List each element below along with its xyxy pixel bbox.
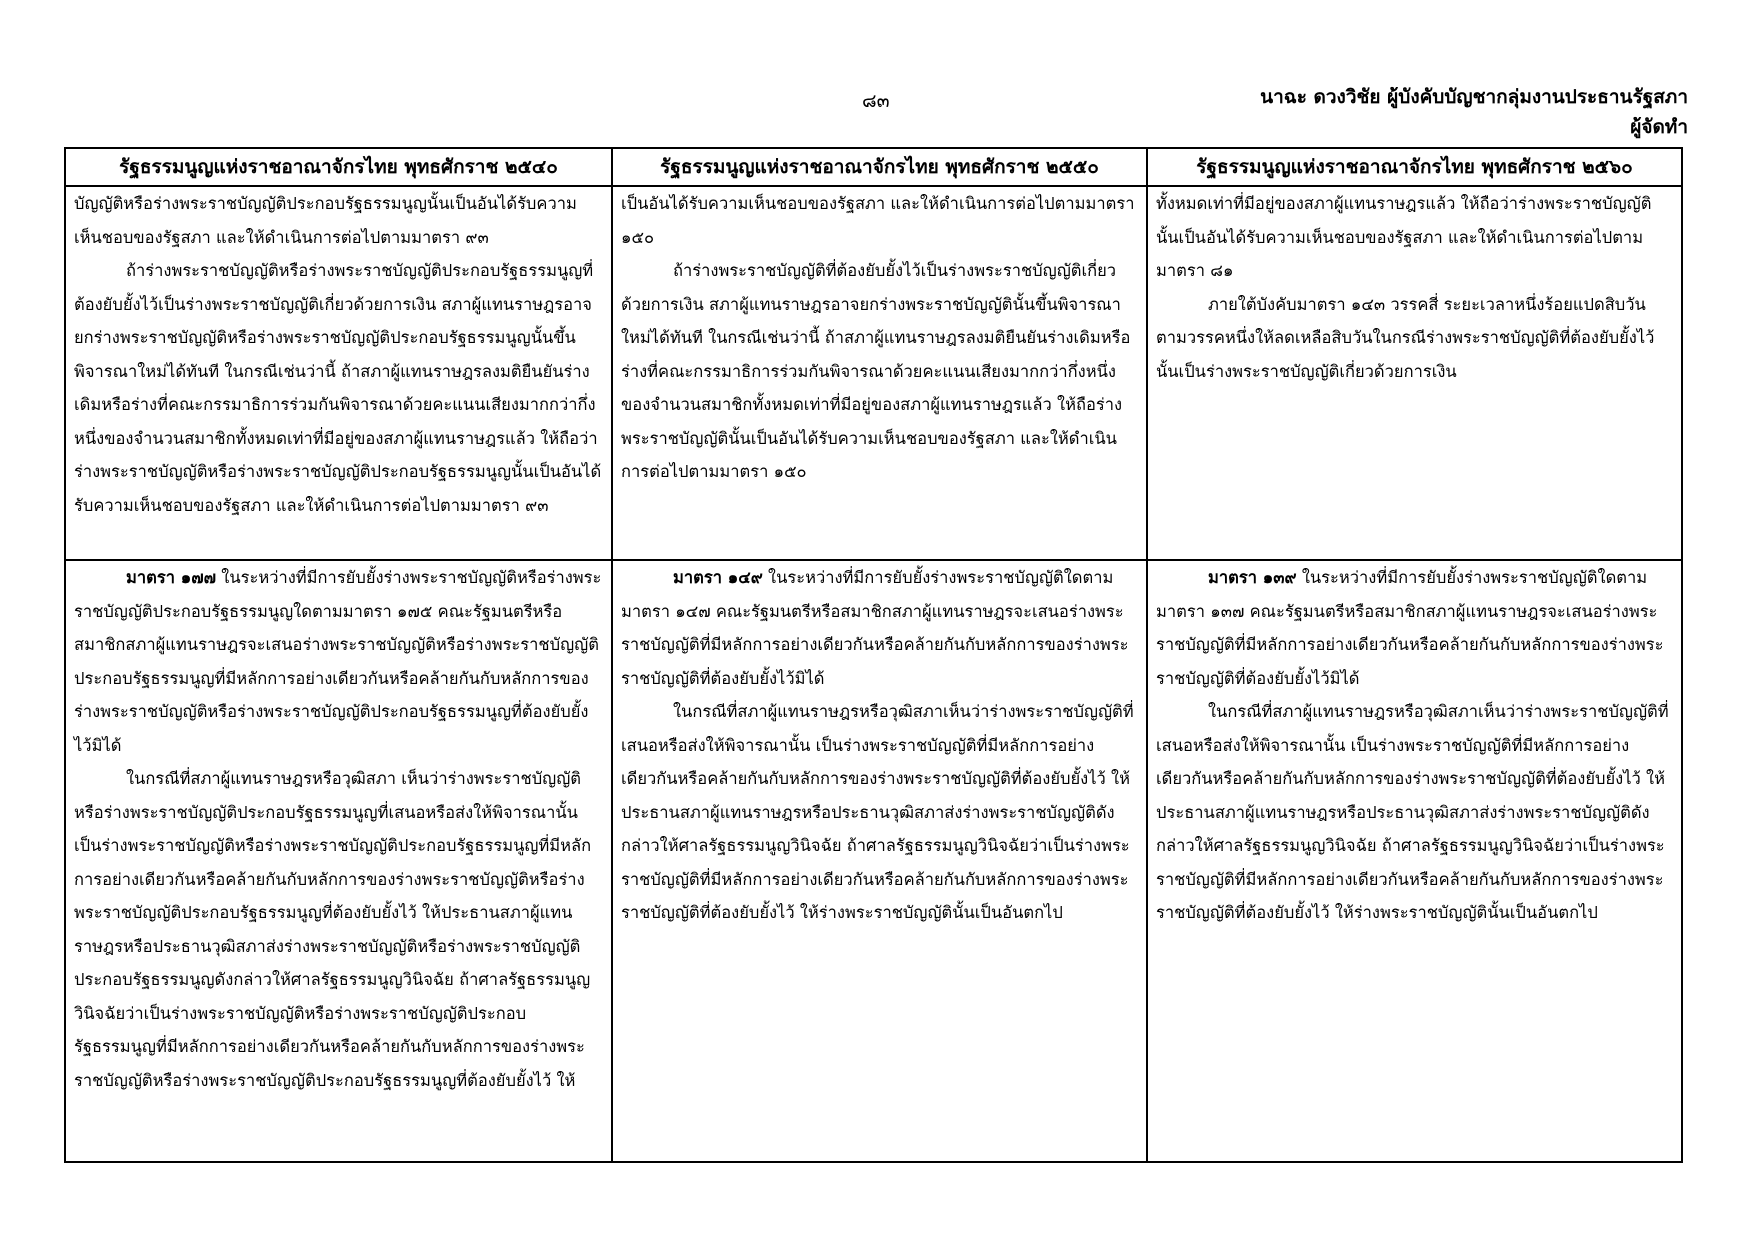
paragraph: ในกรณีที่สภาผู้แทนราษฎรหรือวุฒิสภาเห็นว่าร่างพระราชบัญญัติที่เสนอหรือส่งให้พิจารณานั้น เป็นร่างพระราชบัญญัติที่มีหลักการอย่างเดียวกันหรือคล้ายกันกับหลักการของร่างพระราชบัญญัติที่ต้องยับยั้งไว้ ให้ประธานสภาผู้แทนราษฎรหรือประธานวุฒิสภาส่งร่างพระราชบัญญัติดังกล่าวให้ศาลรัฐธรรมนูญวินิจฉัย ถ้าศาลรัฐธรรมนูญวินิจฉัยว่าเป็นร่างพระราชบัญญัติที่มีหลักการอย่างเดียวกันหรือคล้ายกันกับหลักการของร่างพระราชบัญญัติที่ต้องยับยั้งไว้ ให้ร่างพระราชบัญญัตินั้นเป็นอันตกไป (1156, 702, 1669, 922)
column-header-2550: รัฐธรรมนูญแห่งราชอาณาจักรไทย พุทธศักราช ๒๕๕๐ (612, 148, 1147, 186)
author-name: นาฉะ ดวงวิชัย ผู้บังคับบัญชากลุ่มงานประธานรัฐสภา (1260, 86, 1688, 108)
comparison-table (64, 147, 1683, 1163)
author-block (988, 82, 1688, 142)
paragraph (621, 561, 1138, 695)
cell-2540-section (65, 560, 612, 1162)
paragraph: ภายใต้บังคับมาตรา ๑๔๓ วรรคสี่ ระยะเวลาหนึ่งร้อยแปดสิบวันตามวรรคหนึ่งให้ลดเหลือสิบวันในกรณีร่างพระราชบัญญัติที่ต้องยับยั้งไว้นั้นเป็นร่างพระราชบัญญัติเกี่ยวด้วยการเงิน (1156, 294, 1655, 381)
paragraph: ในกรณีที่สภาผู้แทนราษฎรหรือวุฒิสภาเห็นว่าร่างพระราชบัญญัติที่เสนอหรือส่งให้พิจารณานั้น เป็นร่างพระราชบัญญัติที่มีหลักการอย่างเดียวกันหรือคล้ายกันกับหลักการของร่างพระราชบัญญัติที่ต้องยับยั้งไว้ ให้ประธานสภาผู้แทนราษฎรหรือประธานวุฒิสภาส่งร่างพระราชบัญญัติดังกล่าวให้ศาลรัฐธรรมนูญวินิจฉัย ถ้าศาลรัฐธรรมนูญวินิจฉัยว่าเป็นร่างพระราชบัญญัติที่มีหลักการอย่างเดียวกันหรือคล้ายกันกับหลักการของร่างพระราชบัญญัติที่ต้องยับยั้งไว้ ให้ร่างพระราชบัญญัตินั้นเป็นอันตกไป (621, 702, 1134, 922)
paragraph: บัญญัติหรือร่างพระราชบัญญัติประกอบรัฐธรรมนูญนั้นเป็นอันได้รับความเห็นชอบของรัฐสภา และให้ดำเนินการต่อไปตามมาตรา ๙๓ (74, 194, 577, 247)
section-text: ในระหว่างที่มีการยับยั้งร่างพระราชบัญญัติใดตามมาตรา ๑๓๗ คณะรัฐมนตรีหรือสมาชิกสภาผู้แทนราษฎรจะเสนอร่างพระราชบัญญัติที่มีหลักการอย่างเดียวกันหรือคล้ายกันกับหลักการของร่างพระราชบัญญัติที่ต้องยับยั้งไว้มิได้ (1156, 568, 1664, 688)
paragraph: ถ้าร่างพระราชบัญญัติที่ต้องยับยั้งไว้เป็นร่างพระราชบัญญัติเกี่ยวด้วยการเงิน สภาผู้แทนราษฎรอาจยกร่างพระราชบัญญัตินั้นขึ้นพิจารณาใหม่ได้ทันที ในกรณีเช่นว่านี้ ถ้าสภาผู้แทนราษฎรลงมติยืนยันร่างเดิมหรือร่างที่คณะกรรมาธิการร่วมกันพิจารณาด้วยคะแนนเสียงมากกว่ากึ่งหนึ่งของจำนวนสมาชิกทั้งหมดเท่าที่มีอยู่ของสภาผู้แทนราษฎรแล้ว ให้ถือร่างพระราชบัญญัตินั้นเป็นอันได้รับความเห็นชอบของรัฐสภา และให้ดำเนินการต่อไปตามมาตรา ๑๕๐ (621, 261, 1131, 481)
table-row (65, 186, 1682, 560)
author-role: ผู้จัดทำ (1630, 116, 1688, 138)
paragraph: ถ้าร่างพระราชบัญญัติหรือร่างพระราชบัญญัติประกอบรัฐธรรมนูญที่ต้องยับยั้งไว้เป็นร่างพระราชบัญญัติเกี่ยวด้วยการเงิน สภาผู้แทนราษฎรอาจยกร่างพระราชบัญญัติหรือร่างพระราชบัญญัติประกอบรัฐธรรมนูญนั้นขึ้นพิจารณาใหม่ได้ทันที ในกรณีเช่นว่านี้ ถ้าสภาผู้แทนราษฎรลงมติยืนยันร่างเดิมหรือร่างที่คณะกรรมาธิการร่วมกันพิจารณาด้วยคะแนนเสียงมากกว่ากึ่งหนึ่งของจำนวนสมาชิกทั้งหมดเท่าที่มีอยู่ของสภาผู้แทนราษฎรแล้ว ให้ถือว่าร่างพระราชบัญญัติหรือร่างพระราชบัญญัติประกอบรัฐธรรมนูญนั้นเป็นอันได้รับความเห็นชอบของรัฐสภา และให้ดำเนินการต่อไปตามมาตรา ๙๓ (74, 261, 602, 515)
cell-2560-section (1147, 560, 1682, 1162)
section-label: มาตรา ๑๓๙ (1208, 568, 1297, 587)
paragraph: เป็นอันได้รับความเห็นชอบของรัฐสภา และให้ดำเนินการต่อไปตามมาตรา ๑๕๐ (621, 194, 1135, 247)
paragraph (74, 561, 603, 762)
paragraph (1156, 561, 1673, 695)
column-header-2560: รัฐธรรมนูญแห่งราชอาณาจักรไทย พุทธศักราช ๒๕๖๐ (1147, 148, 1682, 186)
column-header-2540: รัฐธรรมนูญแห่งราชอาณาจักรไทย พุทธศักราช ๒๕๔๐ (65, 148, 612, 186)
cell-2540-continuation (65, 186, 612, 560)
cell-2550-section (612, 560, 1147, 1162)
section-text: ในระหว่างที่มีการยับยั้งร่างพระราชบัญญัติใดตามมาตรา ๑๔๗ คณะรัฐมนตรีหรือสมาชิกสภาผู้แทนราษฎรจะเสนอร่างพระราชบัญญัติที่มีหลักการอย่างเดียวกันหรือคล้ายกันกับหลักการของร่างพระราชบัญญัติที่ต้องยับยั้งไว้มิได้ (621, 568, 1129, 688)
table-row (65, 560, 1682, 1162)
paragraph: ทั้งหมดเท่าที่มีอยู่ของสภาผู้แทนราษฎรแล้ว ให้ถือว่าร่างพระราชบัญญัตินั้นเป็นอันได้รับความเห็นชอบของรัฐสภา และให้ดำเนินการต่อไปตามมาตรา ๘๑ (1156, 194, 1652, 280)
table-header-row (65, 148, 1682, 186)
section-label: มาตรา ๑๗๗ (126, 568, 217, 587)
cell-2550-continuation (612, 186, 1147, 560)
section-text: ในระหว่างที่มีการยับยั้งร่างพระราชบัญญัติหรือร่างพระราชบัญญัติประกอบรัฐธรรมนูญใดตามมาตรา ๑๗๕ คณะรัฐมนตรีหรือสมาชิกสภาผู้แทนราษฎรจะเสนอร่างพระราชบัญญัติหรือร่างพระราชบัญญัติประกอบรัฐธรรมนูญที่มีหลักการอย่างเดียวกันหรือคล้ายกันกับหลักการของร่างพระราชบัญญัติหรือร่างพระราชบัญญัติประกอบรัฐธรรมนูญที่ต้องยับยั้งไว้มิได้ (74, 568, 602, 755)
section-label: มาตรา ๑๔๙ (673, 568, 763, 587)
page-number: ๘๓ (862, 90, 890, 112)
cell-2560-continuation (1147, 186, 1682, 560)
paragraph: ในกรณีที่สภาผู้แทนราษฎรหรือวุฒิสภา เห็นว่าร่างพระราชบัญญัติหรือร่างพระราชบัญญัติประกอบรัฐธรรมนูญที่เสนอหรือส่งให้พิจารณานั้น เป็นร่างพระราชบัญญัติหรือร่างพระราชบัญญัติประกอบรัฐธรรมนูญที่มีหลักการอย่างเดียวกันหรือคล้ายกันกับหลักการของร่างพระราชบัญญัติหรือร่างพระราชบัญญัติประกอบรัฐธรรมนูญที่ต้องยับยั้งไว้ ให้ประธานสภาผู้แทนราษฎรหรือประธานวุฒิสภาส่งร่างพระราชบัญญัติหรือร่างพระราชบัญญัติประกอบรัฐธรรมนูญดังกล่าวให้ศาลรัฐธรรมนูญวินิจฉัย ถ้าศาลรัฐธรรมนูญวินิจฉัยว่าเป็นร่างพระราชบัญญัติหรือร่างพระราชบัญญัติประกอบรัฐธรรมนูญที่มีหลักการอย่างเดียวกันหรือคล้ายกันกับหลักการของร่างพระราชบัญญัติหรือร่างพระราชบัญญัติประกอบรัฐธรรมนูญที่ต้องยับยั้งไว้ ให้ (74, 769, 592, 1090)
